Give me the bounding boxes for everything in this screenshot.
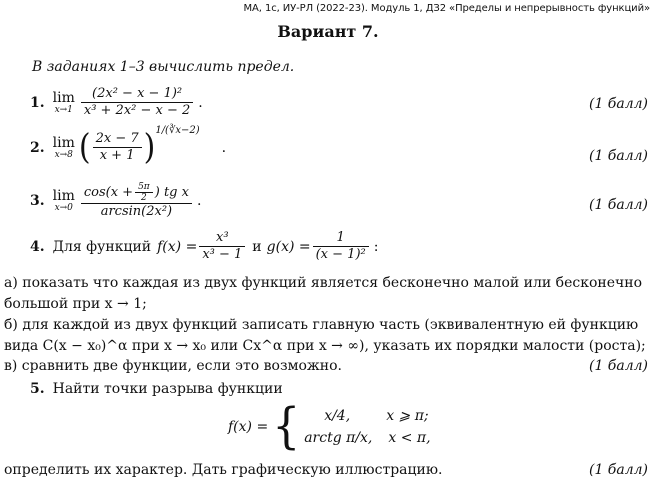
end-mark: . — [196, 193, 202, 209]
f-def: f(x) = — [157, 238, 198, 255]
denominator: (x − 1)² — [315, 247, 366, 262]
g-def: g(x) = — [266, 238, 311, 255]
left-brace: { — [272, 398, 301, 455]
inner-denominator: 2 — [141, 193, 147, 203]
exponent: 1/(∛x−2) — [155, 125, 200, 136]
task-4-a-line2: большой при x → 1; — [4, 296, 147, 312]
piecewise-function — [228, 398, 431, 455]
task-4-b-line2: вида C(x − x₀)^α при x → x₀ или Cx^α при x → ∞), указать их порядки малости (роста); — [4, 338, 646, 354]
end-mark: . — [221, 139, 227, 156]
limit-subscript: x→8 — [54, 149, 73, 160]
f-fraction — [199, 230, 245, 263]
numerator — [81, 182, 192, 203]
limit-subscript: x→1 — [54, 104, 73, 115]
task-4-label: 4. — [30, 238, 45, 255]
task-4-score: (1 балл) — [588, 358, 648, 374]
task-4-a-line1: а) показать что каждая из двух функций является бесконечно малой или бесконечно — [4, 275, 643, 291]
document-header: МА, 1с, ИУ-РЛ (2022-23). Модуль 1, ДЗ2 «Пределы и непрерывность функций» — [243, 3, 650, 14]
intro-text: В заданиях 1–3 вычислить предел. — [32, 59, 295, 75]
task-3-score: (1 балл) — [588, 197, 648, 213]
numerator-part: ) tg x — [154, 184, 189, 200]
task-1-score: (1 балл) — [588, 96, 648, 112]
task-5-score: (1 балл) — [588, 462, 648, 478]
numerator: x³ — [216, 230, 229, 245]
g-fraction — [313, 230, 369, 263]
task-2-score: (1 балл) — [588, 148, 648, 164]
task-2-label: 2. — [30, 139, 45, 156]
task-5-tail: определить их характер. Дать графическую иллюстрацию. — [4, 462, 443, 478]
task-1-label: 1. — [30, 94, 45, 111]
case-2 — [304, 427, 430, 449]
task-5-lead: Найти точки разрыва функции — [52, 381, 283, 397]
variant-title: Вариант 7. — [277, 22, 379, 41]
task-4-b-line1: б) для каждой из двух функций записать главную часть (эквивалентную ей функцию — [4, 317, 639, 333]
numerator: 2x − 7 — [95, 131, 139, 146]
end-mark: : — [373, 238, 379, 255]
right-paren: ) — [143, 126, 156, 168]
task-1 — [30, 86, 203, 119]
numerator: 1 — [336, 230, 345, 245]
task-4-c-line: в) сравнить две функции, если это возможно. — [4, 358, 343, 374]
case-1-value: x/4, — [324, 408, 351, 424]
case-2-condition: x < π, — [388, 430, 431, 446]
task-4-lead: Для функций — [52, 238, 152, 255]
denominator: x + 1 — [99, 148, 135, 163]
limit-subscript: x→0 — [54, 203, 73, 213]
limit-word: lim — [52, 188, 75, 204]
task-3-limit — [53, 189, 75, 213]
task-2-limit — [53, 136, 75, 160]
left-paren: ( — [78, 126, 91, 168]
task-5 — [30, 381, 283, 397]
numerator: (2x² − x − 1)² — [92, 86, 183, 101]
case-1-condition: x ⩾ π; — [386, 408, 429, 424]
task-2-fraction — [93, 131, 142, 164]
five-pi-over-two — [135, 182, 153, 203]
denominator: x³ − 1 — [202, 247, 243, 262]
task-3-fraction — [81, 182, 192, 220]
end-mark: . — [198, 94, 203, 111]
limit-word: lim — [52, 89, 75, 106]
case-2-value: arctg π/x, — [304, 430, 373, 446]
task-3 — [30, 182, 201, 220]
task-1-limit — [53, 91, 75, 115]
task-2 — [30, 125, 227, 168]
task-1-fraction — [81, 86, 193, 119]
task-4 — [30, 230, 378, 263]
denominator: x³ + 2x² − x − 2 — [83, 103, 191, 118]
case-1 — [304, 405, 430, 427]
cases — [304, 405, 430, 449]
numerator-part: cos(x + — [83, 184, 134, 200]
f-def: f(x) = — [228, 419, 269, 435]
denominator: arcsin(2x²) — [100, 204, 173, 219]
task-3-label: 3. — [30, 193, 45, 209]
task-5-label: 5. — [30, 381, 45, 397]
limit-word: lim — [52, 134, 75, 151]
and-word: и — [252, 238, 262, 255]
inner-numerator: 5π — [138, 182, 150, 192]
